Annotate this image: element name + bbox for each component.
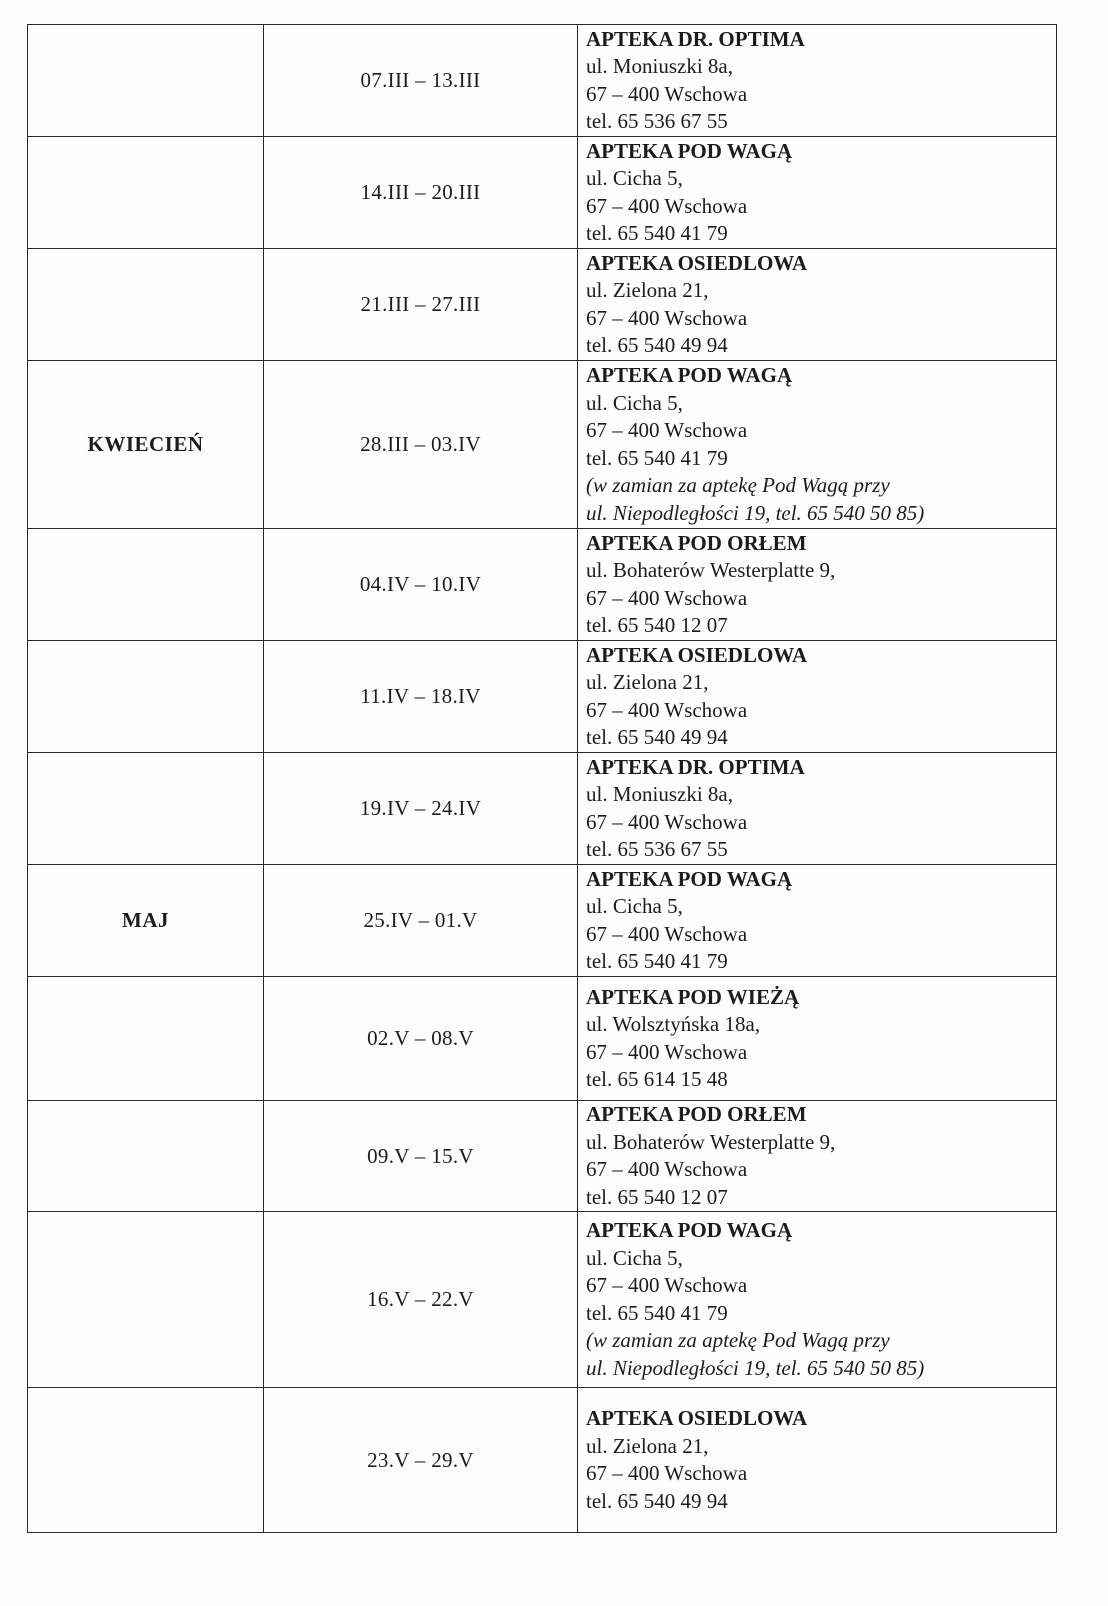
month-cell: [28, 529, 264, 641]
pharmacy-name: APTEKA OSIEDLOWA: [586, 250, 808, 275]
table-row: [28, 1101, 1057, 1212]
substitution-note: (w zamian za aptekę Pod Wagą przy: [586, 1328, 890, 1352]
pharmacy-info-cell: [578, 1101, 1057, 1212]
date-range-cell: 04.IV – 10.IV: [264, 529, 578, 641]
table-row: [28, 977, 1057, 1101]
pharmacy-phone: tel. 65 540 41 79: [586, 1300, 728, 1325]
table-row: [28, 249, 1057, 361]
pharmacy-phone: tel. 65 540 49 94: [586, 725, 728, 749]
pharmacy-street: ul. Cicha 5,: [586, 894, 683, 918]
pharmacy-name: APTEKA POD WAGĄ: [586, 1218, 793, 1242]
pharmacy-city: 67 – 400 Wschowa: [586, 81, 748, 106]
pharmacy-info-cell: [578, 641, 1057, 753]
month-cell: [28, 1212, 264, 1388]
date-range-cell: 16.V – 22.V: [264, 1212, 578, 1388]
pharmacy-city: 67 – 400 Wschowa: [586, 1273, 748, 1297]
pharmacy-street: ul. Zielona 21,: [586, 670, 709, 694]
pharmacy-phone: tel. 65 540 41 79: [586, 221, 728, 245]
table-row: [28, 1212, 1057, 1388]
pharmacy-name: APTEKA DR. OPTIMA: [586, 26, 805, 51]
pharmacy-name: APTEKA POD ORŁEM: [586, 530, 807, 555]
pharmacy-city: 67 – 400 Wschowa: [586, 1157, 748, 1181]
month-cell: [28, 249, 264, 361]
pharmacy-city: 67 – 400 Wschowa: [586, 809, 748, 834]
month-cell: MAJ: [28, 865, 264, 977]
substitution-note: ul. Niepodległości 19, tel. 65 540 50 85): [586, 1355, 925, 1380]
pharmacy-phone: tel. 65 536 67 55: [586, 109, 728, 133]
month-cell: [28, 1101, 264, 1212]
pharmacy-info-cell: [578, 137, 1057, 249]
substitution-note: (w zamian za aptekę Pod Wagą przy: [586, 473, 890, 497]
month-cell: [28, 753, 264, 865]
pharmacy-street: ul. Bohaterów Westerplatte 9,: [586, 1129, 836, 1154]
pharmacy-info-cell: [578, 1212, 1057, 1388]
pharmacy-phone: tel. 65 614 15 48: [586, 1067, 728, 1091]
table-row: [28, 865, 1057, 977]
pharmacy-phone: tel. 65 540 12 07: [586, 1184, 728, 1209]
pharmacy-city: 67 – 400 Wschowa: [586, 193, 748, 218]
pharmacy-name: APTEKA OSIEDLOWA: [586, 642, 808, 667]
date-range-cell: 07.III – 13.III: [264, 25, 578, 137]
date-range-cell: 21.III – 27.III: [264, 249, 578, 361]
pharmacy-info-cell: [578, 977, 1057, 1101]
date-range-cell: 09.V – 15.V: [264, 1101, 578, 1212]
pharmacy-city: 67 – 400 Wschowa: [586, 585, 748, 610]
pharmacy-street: ul. Moniuszki 8a,: [586, 782, 733, 806]
date-range-cell: 28.III – 03.IV: [264, 361, 578, 529]
table-row: [28, 25, 1057, 137]
date-range-cell: 14.III – 20.III: [264, 137, 578, 249]
pharmacy-name: APTEKA POD WAGĄ: [586, 363, 793, 387]
pharmacy-phone: tel. 65 540 49 94: [586, 1488, 728, 1513]
pharmacy-name: APTEKA POD WAGĄ: [586, 138, 793, 163]
pharmacy-info-cell: [578, 753, 1057, 865]
pharmacy-street: ul. Zielona 21,: [586, 1433, 709, 1458]
pharmacy-street: ul. Bohaterów Westerplatte 9,: [586, 558, 836, 582]
pharmacy-city: 67 – 400 Wschowa: [586, 418, 748, 442]
pharmacy-info-cell: [578, 249, 1057, 361]
month-cell: KWIECIEŃ: [28, 361, 264, 529]
pharmacy-name: APTEKA POD WAGĄ: [586, 866, 793, 891]
pharmacy-phone: tel. 65 540 41 79: [586, 949, 728, 973]
table-row: [28, 1388, 1057, 1533]
pharmacy-phone: tel. 65 540 41 79: [586, 445, 728, 470]
date-range-cell: 23.V – 29.V: [264, 1388, 578, 1533]
date-range-cell: 19.IV – 24.IV: [264, 753, 578, 865]
date-range-cell: 25.IV – 01.V: [264, 865, 578, 977]
table-row: [28, 529, 1057, 641]
pharmacy-street: ul. Moniuszki 8a,: [586, 54, 733, 78]
pharmacy-info-cell: [578, 361, 1057, 529]
pharmacy-city: 67 – 400 Wschowa: [586, 1461, 748, 1485]
pharmacy-street: ul. Cicha 5,: [586, 166, 683, 190]
pharmacy-city: 67 – 400 Wschowa: [586, 697, 748, 722]
table-row: [28, 641, 1057, 753]
substitution-note: ul. Niepodległości 19, tel. 65 540 50 85): [586, 500, 925, 525]
month-cell: [28, 25, 264, 137]
pharmacy-city: 67 – 400 Wschowa: [586, 921, 748, 946]
date-range-cell: 11.IV – 18.IV: [264, 641, 578, 753]
table-row: [28, 361, 1057, 529]
month-cell: [28, 641, 264, 753]
pharmacy-phone: tel. 65 540 12 07: [586, 613, 728, 637]
pharmacy-street: ul. Wolsztyńska 18a,: [586, 1012, 761, 1036]
pharmacy-info-cell: [578, 1388, 1057, 1533]
pharmacy-city: 67 – 400 Wschowa: [586, 305, 748, 330]
pharmacy-phone: tel. 65 540 49 94: [586, 333, 728, 357]
table-row: [28, 137, 1057, 249]
pharmacy-city: 67 – 400 Wschowa: [586, 1039, 748, 1064]
table-row: [28, 753, 1057, 865]
pharmacy-info-cell: [578, 865, 1057, 977]
pharmacy-street: ul. Cicha 5,: [586, 1245, 683, 1270]
pharmacy-info-cell: [578, 529, 1057, 641]
pharmacy-duty-table: [27, 24, 1057, 1533]
pharmacy-phone: tel. 65 536 67 55: [586, 837, 728, 861]
month-cell: [28, 977, 264, 1101]
pharmacy-name: APTEKA DR. OPTIMA: [586, 754, 805, 779]
month-cell: [28, 1388, 264, 1533]
pharmacy-info-cell: [578, 25, 1057, 137]
pharmacy-name: APTEKA OSIEDLOWA: [586, 1406, 808, 1430]
pharmacy-street: ul. Zielona 21,: [586, 278, 709, 302]
pharmacy-name: APTEKA POD WIEŻĄ: [586, 984, 800, 1009]
month-cell: [28, 137, 264, 249]
pharmacy-name: APTEKA POD ORŁEM: [586, 1102, 807, 1126]
pharmacy-street: ul. Cicha 5,: [586, 390, 683, 415]
date-range-cell: 02.V – 08.V: [264, 977, 578, 1101]
